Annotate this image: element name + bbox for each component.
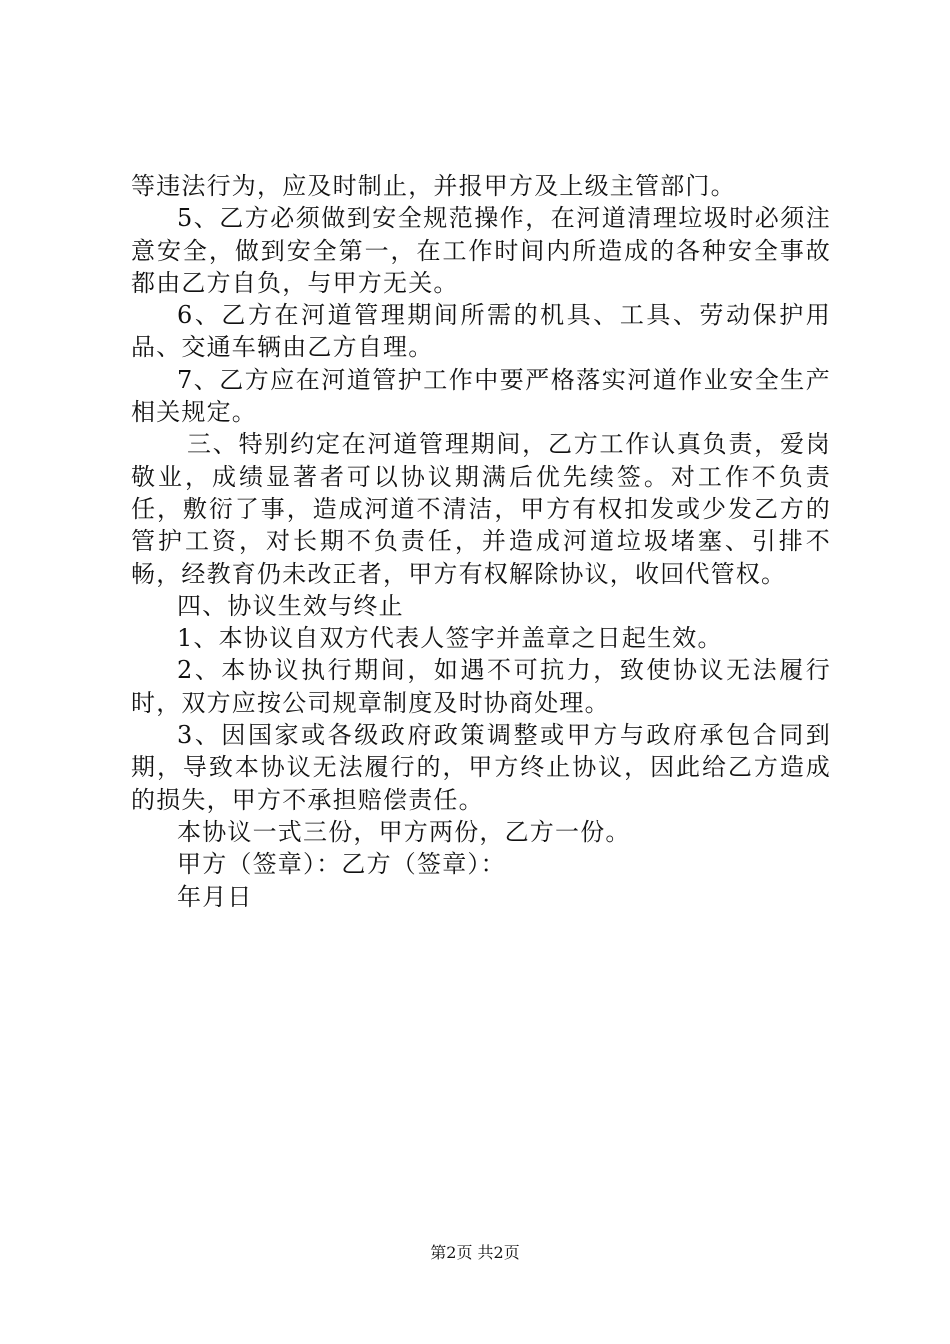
signature-line: 甲方（签章）：乙方（签章）： — [177, 850, 506, 879]
paragraph-termination-3: 3、因国家或各级政府政策调整或甲方与政府承包合同到期，导致本协议无法履行的，甲方终止协议，因此给乙方造成的损失，甲方不承担赔偿责任。 — [131, 721, 831, 814]
paragraph-termination-1: 1、本协议自双方代表人签字并盖章之日起生效。 — [177, 624, 723, 653]
paragraph-continuation: 等违法行为，应及时制止，并报甲方及上级主管部门。 — [131, 172, 736, 200]
paragraph-clause-6: 6、乙方在河道管理期间所需的机具、工具、劳动保护用品、交通车辆由乙方自理。 — [131, 301, 831, 362]
paragraph-copies: 本协议一式三份，甲方两份，乙方一份。 — [177, 817, 631, 846]
paragraph-clause-5: 5、乙方必须做到安全规范操作，在河道清理垃圾时必须注意安全，做到安全第一，在工作时间内所造成的各种安全事故都由乙方自负，与甲方无关。 — [131, 204, 831, 297]
document-body — [131, 170, 831, 913]
page-number-footer: 第2页 共2页 — [430, 1243, 520, 1262]
paragraph-clause-7: 7、乙方应在河道管护工作中要严格落实河道作业安全生产相关规定。 — [131, 365, 831, 427]
paragraph-termination-2: 2、本协议执行期间，如遇不可抗力，致使协议无法履行时，双方应按公司规章制度及时协商处理。 — [131, 656, 831, 717]
date-line: 年月日 — [177, 882, 253, 911]
paragraph-section-3: 三、特别约定在河道管理期间，乙方工作认真负责，爱岗敬业，成绩显著者可以协议期满后优先续签。对工作不负责任，敷衍了事，造成河道不清洁，甲方有权扣发或少发乙方的管护工资，对长期不负责任，并造成河道垃圾堵塞、引排不畅，经教育仍未改正者，甲方有权解除协议，收回代管权。 — [131, 430, 831, 588]
heading-section-4: 四、协议生效与终止 — [177, 591, 404, 620]
